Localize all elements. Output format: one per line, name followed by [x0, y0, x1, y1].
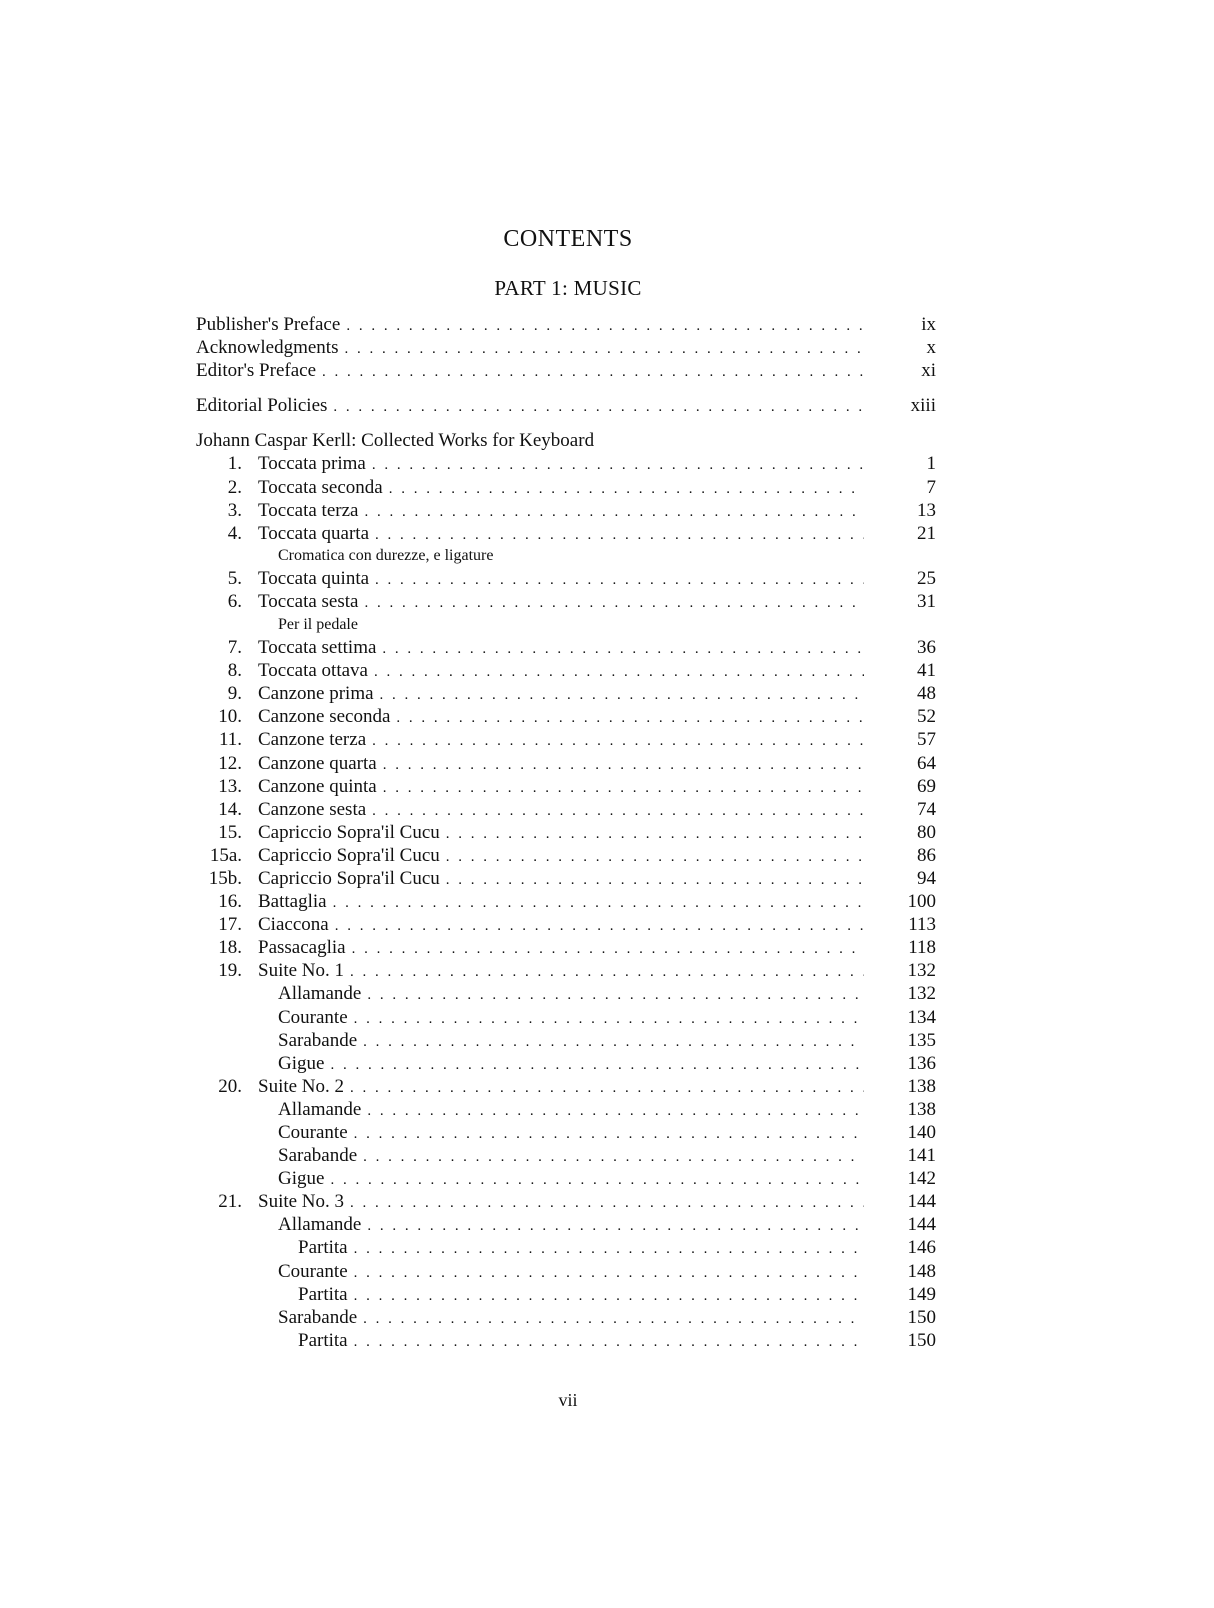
- toc-entry-title: Capriccio Sopra'il Cucu: [258, 844, 440, 866]
- toc-page-number: 48: [917, 683, 936, 705]
- toc-entry-number: 15b.: [208, 867, 242, 889]
- toc-subentry[interactable]: [196, 1029, 936, 1052]
- toc-subentry[interactable]: [196, 1052, 936, 1075]
- toc-page-number: 100: [907, 891, 936, 913]
- toc-entry-title: Battaglia: [258, 891, 327, 913]
- toc-entry-title: Partita: [298, 1329, 348, 1351]
- toc-entry-title: Toccata quarta: [258, 522, 370, 544]
- dot-leader: [354, 1285, 864, 1308]
- toc-page-number: xi: [921, 360, 936, 382]
- toc-entry-title: Partita: [298, 1237, 348, 1259]
- dot-leader: [354, 1262, 864, 1285]
- toc-entry[interactable]: [196, 1190, 936, 1213]
- toc-entry[interactable]: [196, 821, 936, 844]
- toc-entry-number: 10.: [218, 706, 242, 728]
- toc-entry[interactable]: [196, 705, 936, 728]
- toc-entry-title: Toccata sesta: [258, 591, 359, 613]
- toc-entry[interactable]: [196, 659, 936, 682]
- toc-entries-list: [196, 452, 936, 1351]
- toc-entry-number: 20.: [218, 1075, 242, 1097]
- toc-entry-title: Toccata ottava: [258, 660, 368, 682]
- toc-entry-title: Sarabande: [278, 1306, 358, 1328]
- toc-entry-number: 18.: [218, 937, 242, 959]
- dot-leader: [354, 1238, 864, 1261]
- toc-entry-title: Gigue: [278, 1168, 325, 1190]
- toc-entry[interactable]: [196, 752, 936, 775]
- toc-entry-title: Canzone sesta: [258, 798, 367, 820]
- toc-entry-title: Gigue: [278, 1052, 325, 1074]
- toc-entry-title: Sarabande: [278, 1029, 358, 1051]
- dot-leader: [383, 754, 864, 777]
- toc-entry-title: Toccata seconda: [258, 476, 383, 498]
- toc-entry[interactable]: [196, 1075, 936, 1098]
- toc-subentry[interactable]: [196, 1329, 936, 1352]
- toc-entry-front-matter[interactable]: [196, 359, 936, 382]
- toc-entry-title: Sarabande: [278, 1145, 358, 1167]
- toc-entry-title: Allamande: [278, 983, 362, 1005]
- toc-entry-number: 15.: [218, 821, 242, 843]
- toc-page-number: 69: [917, 775, 936, 797]
- dot-leader: [346, 315, 864, 338]
- toc-page-number: 57: [917, 729, 936, 751]
- dot-leader: [446, 823, 864, 846]
- toc-page-number: 136: [907, 1052, 936, 1074]
- toc-entry[interactable]: [196, 522, 936, 545]
- toc-page-number: 25: [917, 568, 936, 590]
- page-title: CONTENTS: [503, 226, 633, 252]
- toc-entry-title: Editorial Policies: [196, 395, 328, 417]
- toc-entry-front-matter[interactable]: [196, 313, 936, 336]
- toc-page-number: 21: [917, 522, 936, 544]
- toc-page-number: 113: [908, 914, 936, 936]
- toc-page-number: 144: [907, 1214, 936, 1236]
- toc-entry-number: 12.: [218, 752, 242, 774]
- toc-page-number: x: [926, 337, 936, 359]
- toc-page-number: 132: [907, 983, 936, 1005]
- toc-entry-title: Suite No. 3: [258, 1191, 345, 1213]
- toc-entry-title: Canzone quinta: [258, 775, 377, 797]
- toc-entry[interactable]: [196, 959, 936, 982]
- toc-page-number: 7: [926, 476, 936, 498]
- toc-entry-front-matter[interactable]: [196, 394, 936, 417]
- toc-subentry[interactable]: [196, 1098, 936, 1121]
- toc-entry-number: 19.: [218, 960, 242, 982]
- dot-leader: [322, 361, 864, 384]
- toc-page-number: 41: [917, 660, 936, 682]
- toc-page-number: 146: [907, 1237, 936, 1259]
- toc-page-number: 64: [917, 752, 936, 774]
- toc-page-number: 150: [907, 1306, 936, 1328]
- toc-entry-number: 9.: [227, 683, 242, 705]
- dot-leader: [350, 1077, 864, 1100]
- toc-entry-title: Partita: [298, 1283, 348, 1305]
- toc-entry-title: Allamande: [278, 1098, 362, 1120]
- dot-leader: [372, 454, 864, 477]
- toc-entry-front-matter[interactable]: [196, 336, 936, 359]
- dot-leader: [330, 1054, 864, 1077]
- toc-entry-title: Courante: [278, 1260, 348, 1282]
- toc-page-number: 140: [907, 1122, 936, 1143]
- toc-entry[interactable]: [196, 775, 936, 798]
- toc-entry-number: 5.: [227, 568, 242, 590]
- toc-entry-number: 13.: [218, 775, 242, 797]
- dot-leader: [364, 501, 864, 524]
- toc-entry-title: Suite No. 1: [258, 960, 345, 982]
- toc-subentry[interactable]: [196, 1236, 936, 1259]
- dot-leader: [372, 800, 864, 823]
- toc-entry-title: Courante: [278, 1122, 348, 1143]
- toc-entry-title: Canzone prima: [258, 683, 374, 705]
- section-heading: Johann Caspar Kerll: Collected Works for Keyboard: [196, 430, 595, 452]
- toc-entry-title: Suite No. 2: [258, 1075, 345, 1097]
- dot-leader: [389, 478, 864, 501]
- toc-entry-number: 6.: [227, 591, 242, 613]
- toc-page-number: 31: [917, 591, 936, 613]
- toc-subtitle-note: Cromatica con durezze, e ligature: [278, 546, 494, 564]
- dot-leader: [350, 961, 864, 984]
- toc-page-number: 94: [917, 867, 936, 889]
- toc-entry-title: Allamande: [278, 1214, 362, 1236]
- toc-page-number: 86: [917, 844, 936, 866]
- dot-leader: [396, 707, 864, 730]
- toc-entry-number: 3.: [227, 499, 242, 521]
- toc-page-number: 13: [917, 499, 936, 521]
- toc-entry-title: Ciaccona: [258, 914, 329, 936]
- dot-leader: [367, 1215, 864, 1238]
- toc-entry[interactable]: [196, 567, 936, 590]
- dot-leader: [363, 1308, 864, 1331]
- toc-entry-number: 2.: [227, 476, 242, 498]
- toc-entry[interactable]: [196, 476, 936, 499]
- toc-entry-title: Toccata quinta: [258, 568, 370, 590]
- toc-entry-number: 15a.: [209, 844, 242, 866]
- dot-leader: [354, 1331, 864, 1354]
- dot-leader: [333, 396, 864, 419]
- toc-subentry[interactable]: [196, 1144, 936, 1167]
- toc-entry-title: Toccata terza: [258, 499, 359, 521]
- toc-subtitle-note: Per il pedale: [278, 615, 358, 633]
- dot-leader: [352, 938, 864, 961]
- dot-leader: [364, 592, 864, 615]
- table-of-contents: [196, 313, 936, 1352]
- dot-leader: [375, 569, 864, 592]
- toc-entry-title: Canzone seconda: [258, 706, 391, 728]
- dot-leader: [446, 869, 864, 892]
- toc-subentry[interactable]: [196, 1260, 936, 1283]
- page-number: vii: [558, 1390, 578, 1410]
- toc-subentry[interactable]: [196, 1306, 936, 1329]
- toc-entry-title: Canzone quarta: [258, 752, 377, 774]
- toc-page-number: 36: [917, 637, 936, 659]
- toc-entry[interactable]: [196, 913, 936, 936]
- toc-entry[interactable]: [196, 728, 936, 751]
- toc-subentry[interactable]: [196, 1006, 936, 1029]
- dot-leader: [363, 1031, 864, 1054]
- toc-page-number: 52: [917, 706, 936, 728]
- toc-page-number: 141: [907, 1145, 936, 1167]
- toc-page-number: 138: [907, 1075, 936, 1097]
- toc-entry[interactable]: [196, 890, 936, 913]
- toc-entry[interactable]: [196, 452, 936, 475]
- toc-subentry[interactable]: [196, 1121, 936, 1144]
- toc-entry-title: Passacaglia: [258, 937, 346, 959]
- toc-entry[interactable]: [196, 682, 936, 705]
- toc-entry-title: Capriccio Sopra'il Cucu: [258, 821, 440, 843]
- toc-entry-number: 17.: [218, 914, 242, 936]
- toc-subentry[interactable]: [196, 1213, 936, 1236]
- toc-page-number: 138: [907, 1098, 936, 1120]
- dot-leader: [446, 846, 864, 869]
- dot-leader: [367, 984, 864, 1007]
- part-heading: PART 1: MUSIC: [494, 276, 642, 300]
- toc-subentry[interactable]: [196, 1167, 936, 1190]
- toc-page-number: 80: [917, 821, 936, 843]
- toc-entry-title: Capriccio Sopra'il Cucu: [258, 867, 440, 889]
- toc-entry[interactable]: [196, 636, 936, 659]
- toc-entry-number: 16.: [218, 891, 242, 913]
- toc-subentry[interactable]: [196, 1283, 936, 1306]
- toc-page-number: 74: [917, 798, 936, 820]
- toc-page-number: 1: [926, 453, 936, 475]
- toc-page-number: 150: [907, 1329, 936, 1351]
- dot-leader: [333, 892, 864, 915]
- toc-entry-number: 8.: [227, 660, 242, 682]
- toc-page-number: 118: [908, 937, 936, 959]
- dot-leader: [354, 1008, 864, 1031]
- toc-entry-title: Canzone terza: [258, 729, 367, 751]
- toc-entry-number: 21.: [218, 1191, 242, 1213]
- dot-leader: [382, 638, 864, 661]
- toc-entry-title: Courante: [278, 1006, 348, 1028]
- toc-entry-number: 4.: [227, 522, 242, 544]
- dot-leader: [363, 1146, 864, 1169]
- toc-entry-title: Acknowledgments: [196, 337, 339, 359]
- toc-entry-title: Toccata prima: [258, 453, 366, 475]
- dot-leader: [380, 684, 864, 707]
- toc-entry-number: 14.: [218, 798, 242, 820]
- toc-page-number: 134: [907, 1006, 936, 1028]
- dot-leader: [374, 661, 864, 684]
- toc-page-number: xiii: [910, 395, 936, 417]
- toc-entry[interactable]: [196, 844, 936, 867]
- dot-leader: [375, 524, 864, 547]
- toc-entry[interactable]: [196, 499, 936, 522]
- toc-page-number: 144: [907, 1191, 936, 1213]
- dot-leader: [367, 1100, 864, 1123]
- toc-entry-title: Editor's Preface: [196, 360, 317, 382]
- dot-leader: [350, 1192, 864, 1215]
- dot-leader: [330, 1169, 864, 1192]
- toc-entry-number: 1.: [227, 453, 242, 475]
- dot-leader: [383, 777, 864, 800]
- toc-entry[interactable]: [196, 590, 936, 613]
- dot-leader: [335, 915, 864, 938]
- toc-entry[interactable]: [196, 936, 936, 959]
- toc-entry[interactable]: [196, 867, 936, 890]
- toc-entry[interactable]: [196, 798, 936, 821]
- toc-subentry[interactable]: [196, 982, 936, 1005]
- toc-page-number: 149: [907, 1283, 936, 1305]
- dot-leader: [372, 730, 864, 753]
- toc-entry-number: 11.: [218, 729, 242, 751]
- toc-entry-number: 7.: [227, 637, 242, 659]
- toc-page-number: 132: [907, 960, 936, 982]
- dot-leader: [344, 338, 864, 361]
- toc-page-number: ix: [921, 314, 936, 335]
- toc-entry-title: Toccata settima: [258, 637, 377, 659]
- toc-page-number: 148: [907, 1260, 936, 1282]
- toc-entry-title: Publisher's Preface: [196, 314, 341, 335]
- toc-page-number: 135: [907, 1029, 936, 1051]
- toc-page-number: 142: [907, 1168, 936, 1190]
- dot-leader: [354, 1123, 864, 1146]
